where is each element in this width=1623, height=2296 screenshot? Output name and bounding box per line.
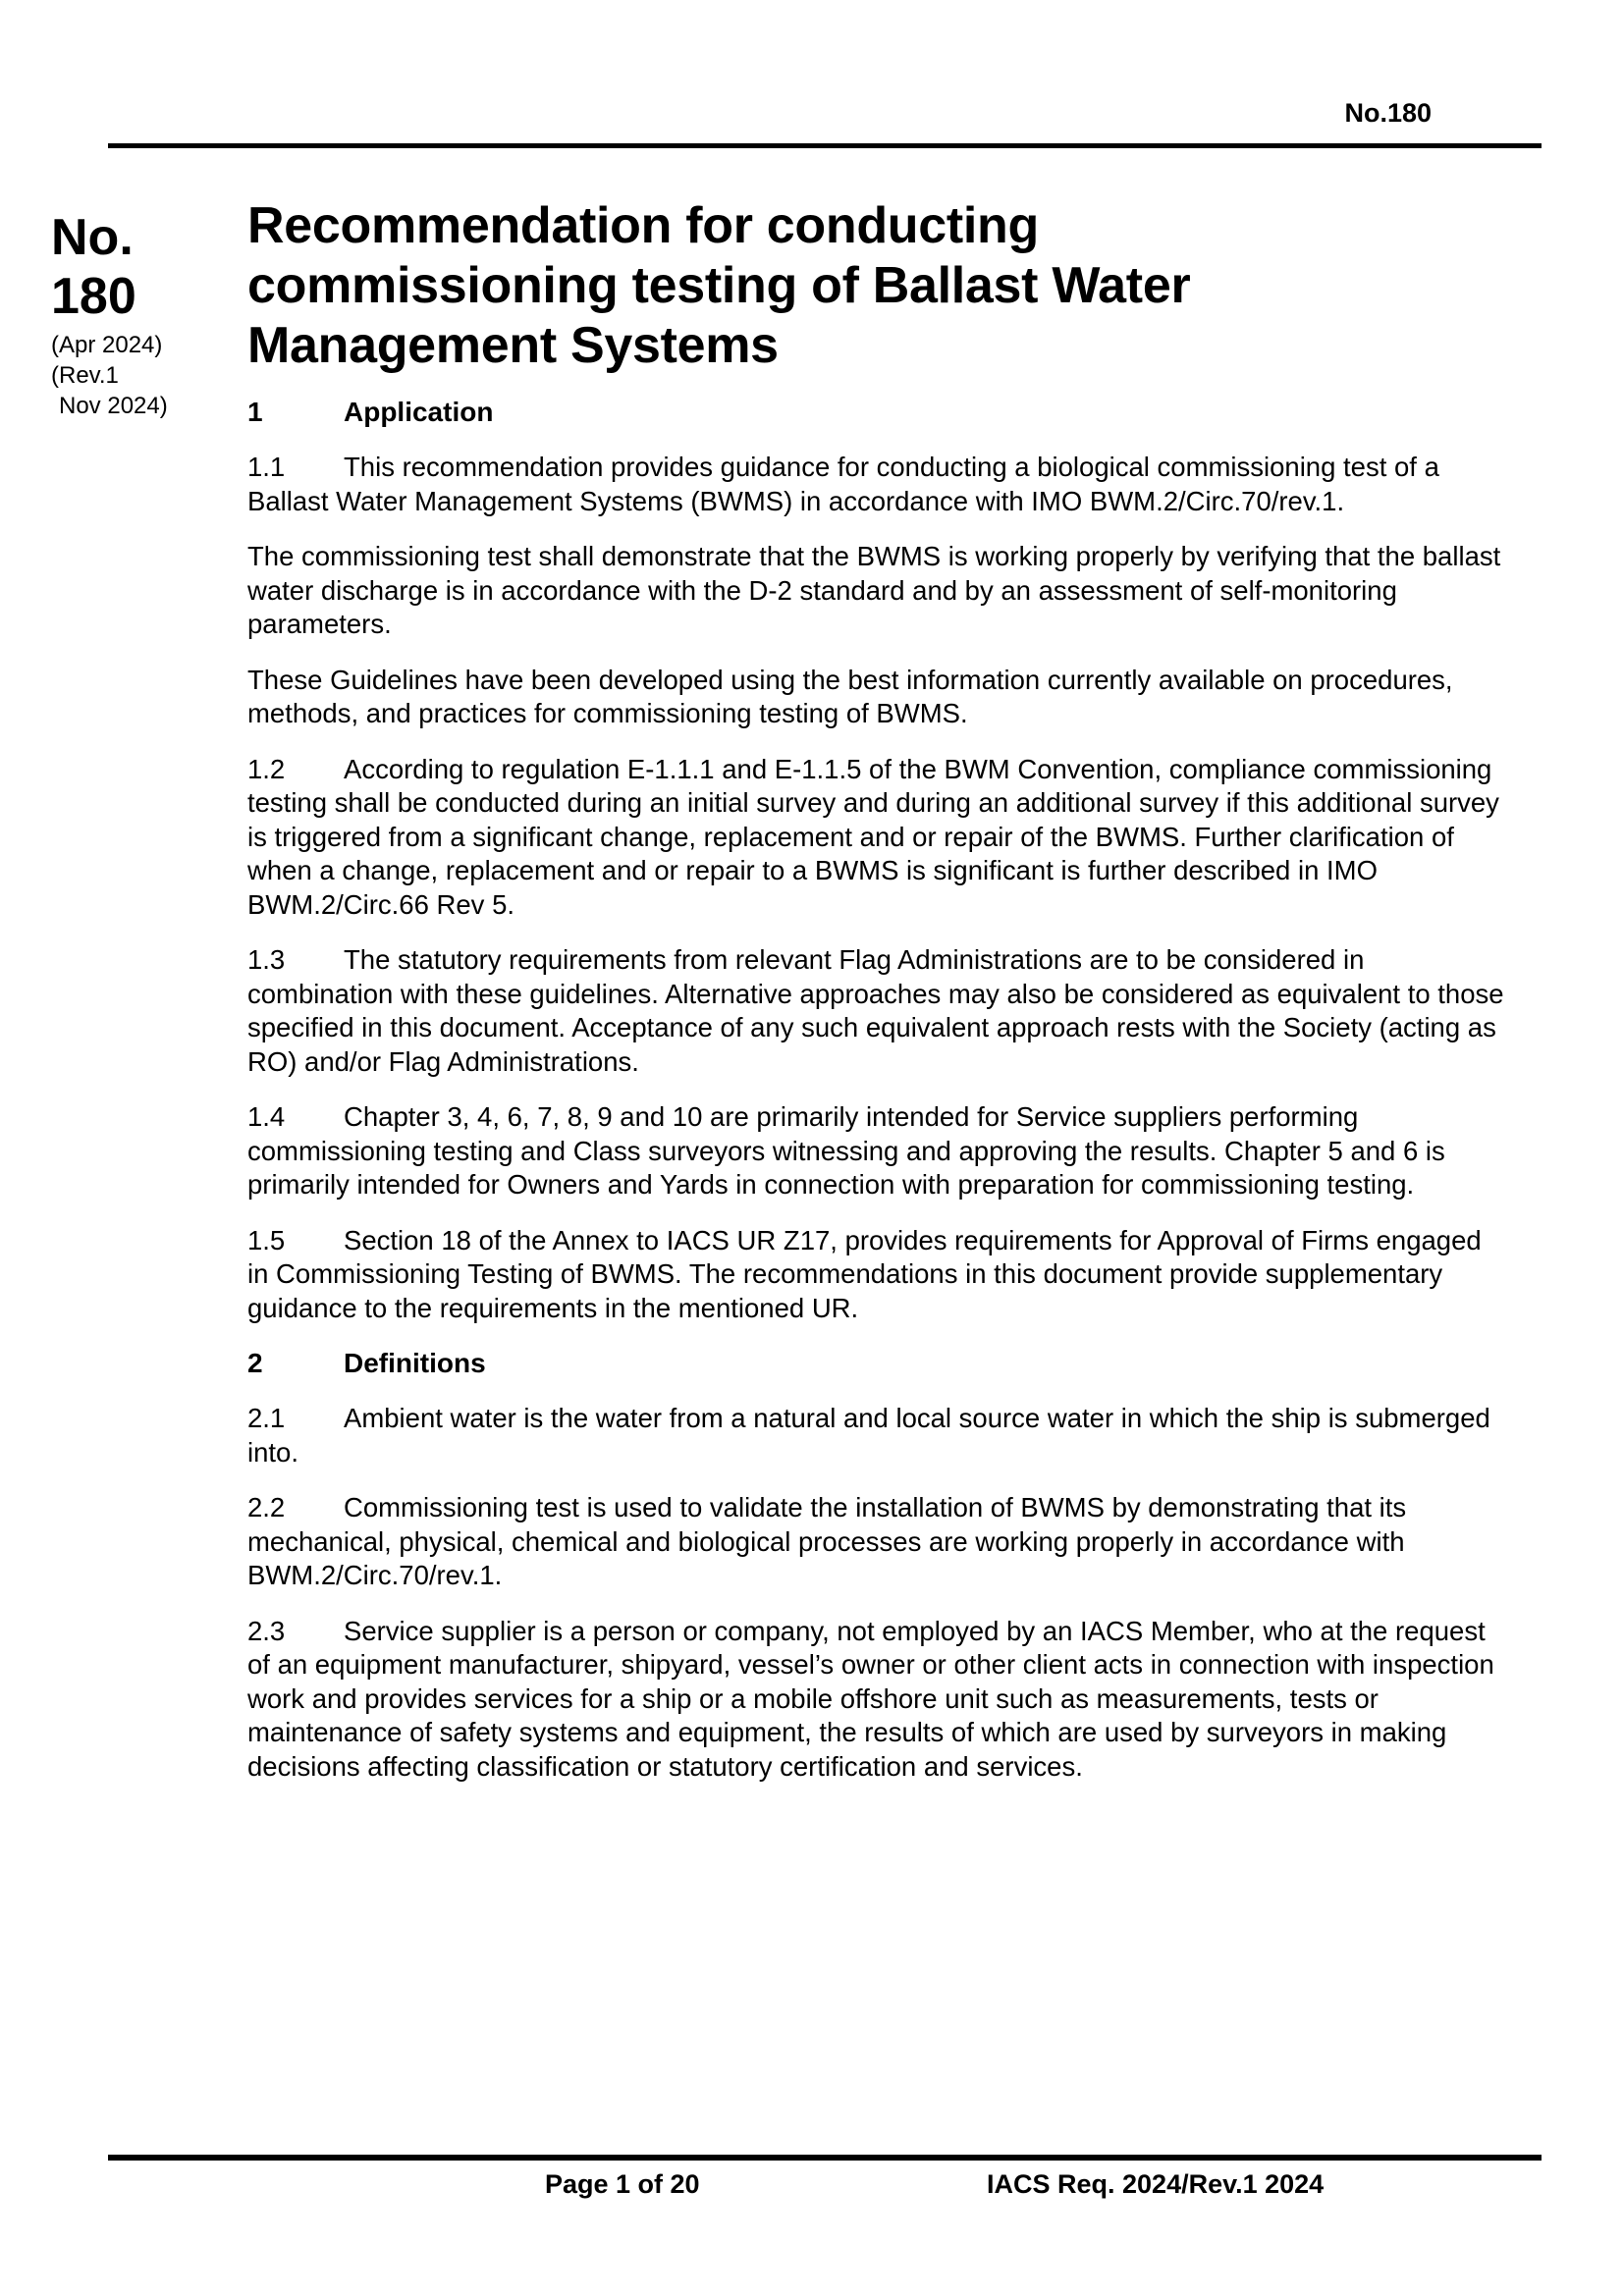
- paragraph-text: Chapter 3, 4, 6, 7, 8, 9 and 10 are primarily intended for Service suppliers performing commissioning testing and Class surveyors witnessing and approving the results. Chapter 5 and 6 is primarily intended for Owners and Yards in connection with preparation for commissioning testing.: [247, 1101, 1445, 1200]
- paragraph-text: These Guidelines have been developed using the best information currently available on procedures, methods, and practices for commissioning testing of BWMS.: [247, 664, 1453, 728]
- footer-reference: IACS Req. 2024/Rev.1 2024: [987, 2169, 1325, 2199]
- header-document-number: No.180: [1344, 98, 1432, 128]
- paragraph-text: Section 18 of the Annex to IACS UR Z17, provides requirements for Approval of Firms engaged in Commissioning Testing of BWMS. The recommendations in this document provide supplementary guidance to the requirements in the mentioned UR.: [247, 1224, 1482, 1323]
- paragraph-text: The commissioning test shall demonstrate that the BWMS is working properly by verifying that the ballast water discharge is in accordance with the D-2 standard and by an assessment of self-monitoring parameters.: [247, 541, 1501, 639]
- paragraph-text: Commissioning test is used to validate the installation of BWMS by demonstrating that its mechanical, physical, chemical and biological processes are working properly in accordance with BWM.2/Circ.70/rev.1.: [247, 1492, 1407, 1590]
- paragraph-1-5: [247, 1224, 1504, 1326]
- paragraph-number: 1.3: [247, 944, 286, 975]
- section-heading-application: [247, 396, 1504, 429]
- paragraph-text: This recommendation provides guidance for conducting a biological commissioning test of a Ballast Water Management Systems (BWMS) in accordance with IMO BWM.2/Circ.70/rev.1.: [247, 452, 1439, 516]
- document-body: [247, 196, 1504, 1805]
- sidebar-revision-info: [51, 330, 208, 421]
- paragraph-number: 1.5: [247, 1224, 286, 1255]
- sidebar-date: (Apr 2024): [51, 332, 163, 358]
- paragraph-1-2: [247, 753, 1504, 923]
- section-number: 2: [247, 1348, 263, 1378]
- title-line: Management Systems: [247, 317, 779, 374]
- paragraph-text: Ambient water is the water from a natural and local source water in which the ship is submerged into.: [247, 1403, 1490, 1468]
- paragraph-text: Service supplier is a person or company, not employed by an IACS Member, who at the request of an equipment manufacturer, shipyard, vessel’s owner or other client acts in connection with inspection work and provides services for a ship or a mobile offshore unit such as measurements, tests or maintenance of safety systems and equipment, the results of which are used by surveyors in making decisions affecting classification or statutory certification and services.: [247, 1615, 1494, 1782]
- paragraph-2-3: [247, 1615, 1504, 1785]
- paragraph-number: 2.2: [247, 1492, 286, 1522]
- paragraph-number: 1.4: [247, 1101, 286, 1132]
- paragraph-number: 2.1: [247, 1403, 286, 1433]
- section-heading-definitions: [247, 1347, 1504, 1380]
- sidebar-no-label: No.: [51, 209, 134, 266]
- section-title: Application: [344, 397, 494, 427]
- paragraph-number: 1.2: [247, 753, 286, 784]
- footer-rule: [108, 2155, 1542, 2161]
- sidebar-rev-line1: (Rev.1: [51, 362, 119, 389]
- paragraph-1-3: [247, 943, 1504, 1079]
- section-number: 1: [247, 397, 263, 427]
- paragraph-1-1-c: [247, 664, 1504, 731]
- paragraph-number: 2.3: [247, 1615, 286, 1646]
- paragraph-1-4: [247, 1100, 1504, 1202]
- sidebar-number: 180: [51, 268, 136, 325]
- footer-page-number: Page 1 of 20: [545, 2169, 700, 2199]
- paragraph-text: The statutory requirements from relevant Flag Administrations are to be considered in combination with these guidelines. Alternative approaches may also be considered as equivalent to those specified in this document. Acceptance of any such equivalent approach rests with the Society (acting as RO) and/or Flag Administrations.: [247, 944, 1504, 1077]
- paragraph-1-1: [247, 451, 1504, 518]
- title-line: commissioning testing of Ballast Water: [247, 257, 1191, 314]
- paragraph-text: According to regulation E-1.1.1 and E-1.1.5 of the BWM Convention, compliance commissioning testing shall be conducted during an initial survey and during an additional survey if this additional survey is triggered from a significant change, replacement and or repair of the BWMS. Further clarification of when a change, replacement and or repair to a BWMS is significant is further described in IMO BWM.2/Circ.66 Rev 5.: [247, 753, 1499, 920]
- paragraph-2-2: [247, 1491, 1504, 1593]
- paragraph-1-1-b: [247, 540, 1504, 642]
- paragraph-2-1: [247, 1402, 1504, 1469]
- sidebar-document-info: [51, 208, 208, 421]
- header-rule: [108, 143, 1542, 148]
- sidebar-rev-line2: Nov 2024): [59, 393, 168, 419]
- document-title: [247, 196, 1504, 376]
- section-title: Definitions: [344, 1348, 486, 1378]
- title-line: Recommendation for conducting: [247, 197, 1039, 254]
- paragraph-number: 1.1: [247, 452, 286, 482]
